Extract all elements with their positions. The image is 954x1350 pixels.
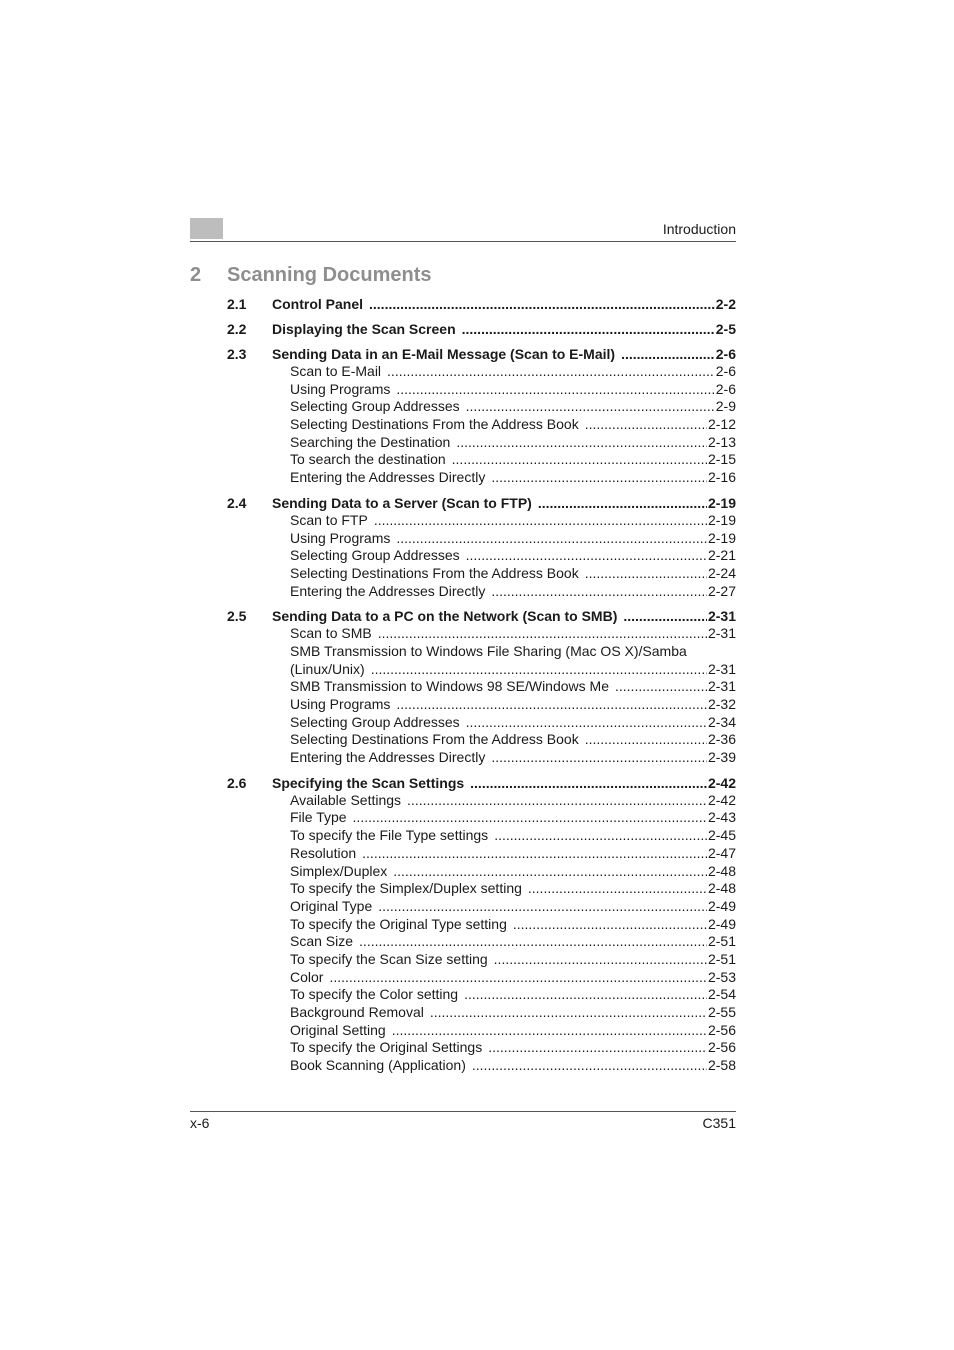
toc-entry[interactable] — [290, 731, 736, 749]
toc-dot-leader — [491, 749, 707, 767]
toc-dot-leader — [494, 827, 707, 845]
toc-entry-page: 2-48 — [707, 880, 736, 897]
toc-entry[interactable] — [290, 863, 736, 881]
toc-entry-page: 2-21 — [707, 547, 736, 564]
toc-entry-page: 2-56 — [707, 1039, 736, 1056]
toc-section-page: 2-6 — [715, 346, 736, 362]
toc-entry-title: Using Programs — [290, 529, 391, 546]
toc-entry[interactable] — [290, 792, 736, 810]
toc-entry-title: Selecting Group Addresses — [290, 547, 460, 564]
toc-entry-title: Original Setting — [290, 1021, 386, 1038]
toc-entry-page: 2-48 — [707, 862, 736, 879]
toc-section-entry[interactable] — [227, 607, 736, 625]
toc-entry-page: 2-6 — [715, 363, 736, 379]
toc-entry-title: Entering the Addresses Directly — [290, 749, 486, 766]
header-divider — [190, 241, 736, 242]
toc-entry-page: 2-51 — [707, 933, 736, 950]
toc-entry-title: SMB Transmission to Windows 98 SE/Windows Me — [290, 678, 609, 695]
toc-entry[interactable] — [290, 1039, 736, 1057]
toc-section-entry[interactable] — [227, 345, 736, 363]
toc-entry-page: 2-16 — [707, 469, 736, 486]
toc-entry-title: Selecting Group Addresses — [290, 398, 460, 415]
toc-entry[interactable] — [290, 933, 736, 951]
toc-entry-page: 2-39 — [707, 749, 736, 766]
table-of-contents — [227, 295, 736, 1075]
toc-section-entry[interactable] — [227, 494, 736, 512]
toc-entry-title: To specify the Scan Size setting — [290, 950, 488, 967]
toc-entry-title: To specify the Simplex/Duplex setting — [290, 880, 522, 897]
toc-entry-title: Simplex/Duplex — [290, 862, 388, 879]
chapter-title: Scanning Documents — [227, 264, 432, 286]
toc-entry[interactable] — [290, 661, 736, 679]
toc-dot-leader — [387, 363, 715, 381]
toc-section-title: Sending Data to a PC on the Network (Scan to SMB) — [272, 608, 618, 625]
toc-dot-leader — [462, 320, 715, 338]
toc-entry-page: 2-49 — [707, 897, 736, 914]
toc-entry-title: Book Scanning (Application) — [290, 1057, 466, 1074]
toc-section-page: 2-5 — [715, 321, 736, 337]
toc-entry-page: 2-53 — [707, 968, 736, 985]
toc-entry-title: Selecting Group Addresses — [290, 713, 460, 730]
toc-dot-leader — [371, 661, 707, 679]
toc-dot-leader — [396, 530, 707, 548]
toc-entry[interactable] — [290, 583, 736, 601]
toc-entry-page: 2-31 — [707, 625, 736, 642]
toc-entry-title-line: SMB Transmission to Windows File Sharing (Mac OS X)/Samba — [290, 642, 687, 659]
toc-entry[interactable] — [290, 565, 736, 583]
toc-dot-leader — [585, 416, 707, 434]
toc-entry-title: Selecting Destinations From the Address Book — [290, 564, 579, 581]
toc-entry[interactable] — [290, 530, 736, 548]
toc-entry-title: To specify the Original Settings — [290, 1039, 483, 1056]
toc-dot-leader — [393, 863, 707, 881]
toc-dot-leader — [491, 583, 707, 601]
toc-entry[interactable] — [290, 451, 736, 469]
toc-dot-leader — [374, 512, 707, 530]
toc-entry-title: Scan Size — [290, 933, 354, 950]
toc-entry-title: Entering the Addresses Directly — [290, 582, 486, 599]
toc-entry-page: 2-58 — [707, 1057, 736, 1074]
footer-divider — [190, 1111, 736, 1112]
toc-entry[interactable] — [290, 845, 736, 863]
toc-entry-page: 2-9 — [715, 398, 736, 415]
toc-entry[interactable] — [290, 1057, 736, 1075]
toc-entry-page: 2-19 — [707, 511, 736, 528]
page-number: x-6 — [190, 1115, 210, 1131]
toc-dot-leader — [353, 809, 707, 827]
toc-entry-page: 2-13 — [707, 433, 736, 450]
toc-entry[interactable] — [290, 363, 736, 381]
toc-entry[interactable] — [290, 916, 736, 934]
toc-entry-title: Resolution — [290, 844, 357, 861]
toc-section-title: Displaying the Scan Screen — [272, 321, 456, 337]
toc-entry-page: 2-34 — [707, 713, 736, 730]
toc-entry-title: To search the destination — [290, 451, 446, 468]
toc-dot-leader — [623, 607, 707, 625]
toc-dot-leader — [585, 731, 707, 749]
toc-entry-title: Selecting Destinations From the Address Book — [290, 731, 579, 748]
toc-entry-page: 2-27 — [707, 582, 736, 599]
toc-entry[interactable] — [290, 986, 736, 1004]
toc-dot-leader — [396, 696, 707, 714]
toc-entry-title: Using Programs — [290, 696, 391, 712]
toc-entry[interactable] — [290, 625, 736, 643]
toc-dot-leader — [329, 969, 707, 987]
toc-entry[interactable] — [290, 714, 736, 732]
toc-entry[interactable] — [290, 898, 736, 916]
toc-dot-leader — [466, 714, 707, 732]
toc-entry[interactable] — [290, 1004, 736, 1022]
toc-entry-page: 2-32 — [707, 696, 736, 712]
toc-entry[interactable] — [290, 951, 736, 969]
toc-section-entry[interactable] — [227, 320, 736, 338]
toc-dot-leader — [359, 933, 707, 951]
toc-entry-title: Selecting Destinations From the Address Book — [290, 416, 579, 433]
toc-entry-page: 2-24 — [707, 564, 736, 581]
toc-section-number: 2.5 — [227, 608, 247, 625]
toc-dot-leader — [378, 625, 707, 643]
toc-section-number: 2.3 — [227, 346, 247, 362]
toc-entry[interactable] — [290, 696, 736, 714]
toc-dot-leader — [513, 916, 707, 934]
toc-entry-title: To specify the Color setting — [290, 986, 459, 1003]
toc-entry-title: Color — [290, 968, 324, 985]
toc-dot-leader — [466, 398, 715, 416]
toc-entry[interactable] — [290, 398, 736, 416]
toc-dot-leader — [528, 880, 707, 898]
toc-section-page: 2-42 — [707, 774, 736, 791]
toc-entry-page: 2-6 — [715, 380, 736, 397]
toc-section-page: 2-19 — [707, 494, 736, 511]
chapter-number: 2 — [190, 264, 202, 286]
toc-entry[interactable] — [290, 434, 736, 452]
toc-entry[interactable] — [290, 880, 736, 898]
toc-dot-leader — [392, 1022, 707, 1040]
toc-dot-leader — [491, 469, 707, 487]
toc-section-title: Control Panel — [272, 296, 364, 312]
toc-dot-leader — [585, 565, 707, 583]
toc-entry[interactable] — [290, 749, 736, 767]
toc-dot-leader — [378, 898, 707, 916]
toc-entry-page: 2-31 — [707, 678, 736, 695]
toc-entry-page: 2-36 — [707, 731, 736, 748]
toc-entry-title: Background Removal — [290, 1004, 424, 1020]
toc-section-page: 2-2 — [715, 296, 736, 312]
toc-entry-page: 2-56 — [707, 1021, 736, 1038]
toc-dot-leader — [488, 1039, 707, 1057]
toc-entry-title: Scan to FTP — [290, 511, 368, 528]
toc-dot-leader — [621, 345, 715, 363]
toc-section-page: 2-31 — [707, 608, 736, 625]
toc-section-number: 2.4 — [227, 494, 247, 511]
toc-entry-page: 2-45 — [707, 827, 736, 844]
toc-section-number: 2.6 — [227, 774, 247, 791]
toc-dot-leader — [452, 451, 707, 469]
toc-section-title: Sending Data to a Server (Scan to FTP) — [272, 494, 532, 511]
toc-entry-title: Entering the Addresses Directly — [290, 469, 486, 486]
toc-entry-title: Scan to SMB — [290, 625, 372, 642]
toc-dot-leader — [407, 792, 707, 810]
toc-section-number: 2.1 — [227, 296, 247, 312]
toc-entry[interactable] — [290, 969, 736, 987]
toc-entry-page: 2-42 — [707, 791, 736, 808]
model-name: C351 — [702, 1115, 736, 1131]
toc-section-title: Specifying the Scan Settings — [272, 774, 465, 791]
toc-dot-leader — [470, 774, 707, 792]
toc-section-title: Sending Data in an E-Mail Message (Scan to E-Mail) — [272, 346, 616, 362]
toc-entry-title: To specify the File Type settings — [290, 827, 489, 844]
toc-dot-leader — [362, 845, 707, 863]
header-tab-block — [190, 218, 223, 239]
toc-dot-leader — [430, 1004, 707, 1022]
toc-entry[interactable] — [290, 469, 736, 487]
toc-entry-title: Original Type — [290, 897, 373, 914]
toc-entry-page: 2-47 — [707, 844, 736, 861]
toc-entry-page: 2-55 — [707, 1004, 736, 1020]
toc-entry-page: 2-12 — [707, 416, 736, 433]
toc-entry[interactable] — [290, 809, 736, 827]
toc-dot-leader — [466, 547, 707, 565]
toc-dot-leader — [615, 678, 707, 696]
toc-dot-leader — [396, 381, 714, 399]
toc-entry-page: 2-19 — [707, 529, 736, 546]
toc-entry[interactable] — [290, 827, 736, 845]
toc-entry-page: 2-31 — [707, 660, 736, 677]
toc-entry-title-continuation: (Linux/Unix) — [290, 660, 365, 677]
toc-entry-title: Scan to E-Mail — [290, 363, 382, 379]
toc-entry-title: Searching the Destination — [290, 433, 451, 450]
toc-dot-leader — [369, 295, 715, 313]
toc-dot-leader — [456, 434, 707, 452]
toc-entry-page: 2-49 — [707, 915, 736, 932]
toc-dot-leader — [538, 494, 707, 512]
toc-entry-title: Using Programs — [290, 380, 391, 397]
toc-entry[interactable] — [290, 547, 736, 565]
toc-entry[interactable] — [290, 678, 736, 696]
toc-entry-title: File Type — [290, 809, 347, 826]
toc-entry-page: 2-51 — [707, 950, 736, 967]
toc-entry-page: 2-54 — [707, 986, 736, 1003]
toc-entry-page: 2-15 — [707, 451, 736, 468]
toc-section-entry[interactable] — [227, 774, 736, 792]
toc-dot-leader — [494, 951, 707, 969]
header-title: Introduction — [662, 221, 736, 237]
toc-entry[interactable] — [290, 416, 736, 434]
toc-entry-title: To specify the Original Type setting — [290, 915, 507, 932]
toc-entry[interactable] — [290, 1022, 736, 1040]
toc-dot-leader — [472, 1057, 707, 1075]
toc-entry[interactable] — [290, 512, 736, 530]
toc-section-entry[interactable] — [227, 295, 736, 313]
toc-entry-title: Available Settings — [290, 791, 402, 808]
toc-entry[interactable] — [290, 381, 736, 399]
toc-entry-page: 2-43 — [707, 809, 736, 826]
toc-dot-leader — [464, 986, 707, 1004]
toc-section-number: 2.2 — [227, 321, 247, 337]
